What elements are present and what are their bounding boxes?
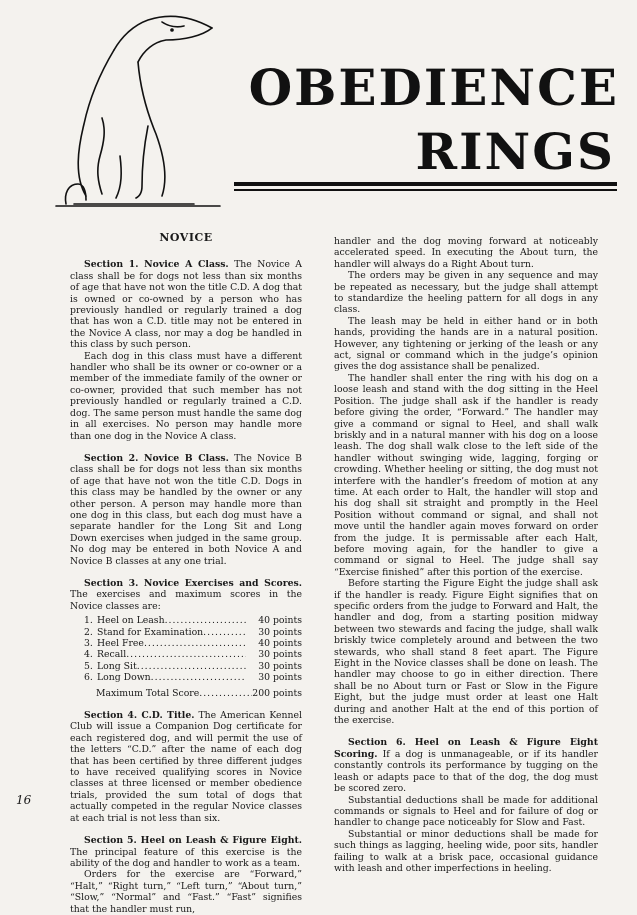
paragraph xyxy=(334,737,598,794)
left-column xyxy=(70,232,302,915)
score-number: 6. xyxy=(84,672,93,684)
score-label: Heel on Leash xyxy=(97,615,165,627)
score-label: Stand for Examination xyxy=(97,626,204,638)
paragraph-text: The Novice B class shall be for dogs not less than six months of age that have not won the title C.D. Dogs in this class may be handled by the owner or any other person. A person may handle more than one dog in this class, but each dog must have a separate handler for the Long Sit and Long Down exercises when judged in the same group. No dog may be entered in both Novice A and Novice B classes at any one trial. xyxy=(70,452,302,567)
title-rule-thin xyxy=(234,189,617,191)
score-item xyxy=(70,661,302,672)
paragraph: Before starting the Figure Eight the judge shall ask if the handler is ready. Figure Eight signifies that on specific orders from the judge to Forward and Halt, the handler and dog, from a starting position midway between two stewards and facing the judge, shall walk briskly twice completely around and between the two stewards, who shall stand 8 feet apart. The Figure Eight in the Novice classes shall be done on leash. The handler may choose to go in either direction. There shall be no About turn or Fast or Slow in the Figure Eight, but the judge must order at least one Halt during and another Halt at the end of this portion of the exercise. xyxy=(334,578,598,727)
score-value: 40 points xyxy=(258,615,302,627)
section-title: Section 5. Heel on Leash & Figure Eight. xyxy=(84,835,302,847)
paragraph-text: The principal feature of this exercise is the ability of the dog and handler to work as a team. xyxy=(70,846,302,869)
page-number: 16 xyxy=(16,793,32,807)
score-label: Long Down xyxy=(97,672,151,684)
total-label: Maximum Total Score xyxy=(96,687,200,699)
title-rings: RINGS xyxy=(415,122,615,181)
paragraph xyxy=(70,835,302,869)
title-obedience: OBEDIENCE xyxy=(248,58,619,117)
score-item xyxy=(70,627,302,638)
score-item xyxy=(70,672,302,683)
score-item xyxy=(70,615,302,626)
paragraph-text: The exercises and maximum scores in the Novice classes are: xyxy=(70,589,302,612)
section-title: Section 3. Novice Exercises and Scores. xyxy=(84,577,302,589)
paragraph-text: The American Kennel Club will issue a Companion Dog certificate for each registered dog, and will permit the use of the letters “C.D.” after the name of each dog that has been certified by three different judges to have received qualifying scores in Novice classes at three licensed or member obedience trials, provided the sum total of dogs that actually competed in the regular Novice classes at each trial is not less than six. xyxy=(70,710,302,824)
score-number: 1. xyxy=(84,615,93,627)
score-value: 30 points xyxy=(258,672,302,684)
section-heading: NOVICE xyxy=(159,231,213,244)
score-value: 30 points xyxy=(258,660,302,672)
scores-list xyxy=(70,615,302,683)
paragraph: Substantial or minor deductions shall be made for such things as lagging, heeling wide, poor sits, handler failing to walk at a brisk pace, occasional guidance with leash and other imperfections in heeling. xyxy=(334,828,598,874)
right-column xyxy=(334,236,598,874)
paragraph xyxy=(70,710,302,824)
score-label: Long Sit xyxy=(97,660,137,672)
score-value: 40 points xyxy=(258,638,302,649)
paragraph: handler and the dog moving forward at noticeably accelerated speed. In executing the About turn, the handler will always do a Right About turn. xyxy=(334,236,598,270)
paragraph: Substantial deductions shall be made for additional commands or signals to Heel and for failure of dog or handler to change pace noticeably for Slow and Fast. xyxy=(334,794,598,829)
paragraph-text: If a dog is unmanageable, or if its handler constantly controls its performance by tugging on the leash or adapts pace to that of the dog, the dog must be scored zero. xyxy=(334,748,598,795)
score-label: Heel Free xyxy=(97,638,144,649)
section-title: Section 1. Novice A Class. xyxy=(84,259,229,271)
section-title: Section 2. Novice B Class. xyxy=(84,452,229,464)
score-label: Recall xyxy=(97,649,127,661)
score-value: 30 points xyxy=(258,649,302,661)
score-number: 4. xyxy=(84,649,93,661)
paragraph xyxy=(70,578,302,612)
paragraph xyxy=(70,259,302,350)
paragraph xyxy=(70,453,302,567)
score-number: 3. xyxy=(84,638,93,649)
paragraph-text: The Novice A class shall be for dogs not less than six months of age that have not won the title C.D. A dog that is owned or co-owned by a person who has previously handled or regularly trained a dog that has won a C.D. title may not be entered in the Novice A class, nor may a dog be handled in this class by such person. xyxy=(70,259,303,351)
total-value: 200 points xyxy=(252,687,302,699)
paragraph: The orders may be given in any sequence and may be repeated as necessary, but the judge shall attempt to standardize the heeling pattern for all dogs in any class. xyxy=(334,270,598,316)
score-item xyxy=(70,638,302,649)
section-title: Section 6. Heel on Leash & Figure Eight Scoring. xyxy=(334,737,598,760)
paragraph: Each dog in this class must have a different handler who shall be its owner or co-owner or a member of the immediate family of the owner or co-owner, provided that such member has not previously handled or regularly trained a C.D. dog. The same person must handle the same dog in all exercises. No person may handle more than one dog in the Novice A class. xyxy=(70,350,302,442)
total-score-row xyxy=(70,688,302,699)
score-number: 5. xyxy=(84,660,93,672)
title-rule-thick xyxy=(234,182,617,186)
paragraph: The leash may be held in either hand or in both hands, providing the hands are in a natural position. However, any tightening or jerking of the leash or any act, signal or command which in the judge’s opinion gives the dog assistance shall be penalized. xyxy=(334,315,598,373)
paragraph: Orders for the exercise are “Forward,” “Halt,” “Right turn,” “Left turn,” “About turn,” “Slow,” “Normal” and “Fast.” “Fast” signifies that the handler must run, xyxy=(70,869,302,915)
greyhound-illustration-icon xyxy=(44,6,224,211)
score-item xyxy=(70,649,302,660)
section-title: Section 4. C.D. Title. xyxy=(84,710,195,722)
score-value: 30 points xyxy=(258,626,302,638)
score-number: 2. xyxy=(84,626,93,638)
paragraph: The handler shall enter the ring with his dog on a loose leash and stand with the dog sitting in the Heel Position. The judge shall ask if the handler is ready before giving the order, “Forward.” The handler may give a command or signal to Heel, and shall walk briskly and in a natural manner with his dog on a loose leash. The dog shall walk close to the left side of the handler without swinging wide, lagging, forging or crowding. Whether heeling or sitting, the dog must not interfere with the handler’s freedom of motion at any time. At each order to Halt, the handler will stop and his dog shall sit straight and promptly in the Heel Position without command or signal, and shall not move until the handler again moves forward on order from the judge. It is permissable after each Halt, before moving again, for the handler to give a command or signal to Heel. The judge shall say “Exercise finished” after this portion of the exercise. xyxy=(334,372,598,578)
